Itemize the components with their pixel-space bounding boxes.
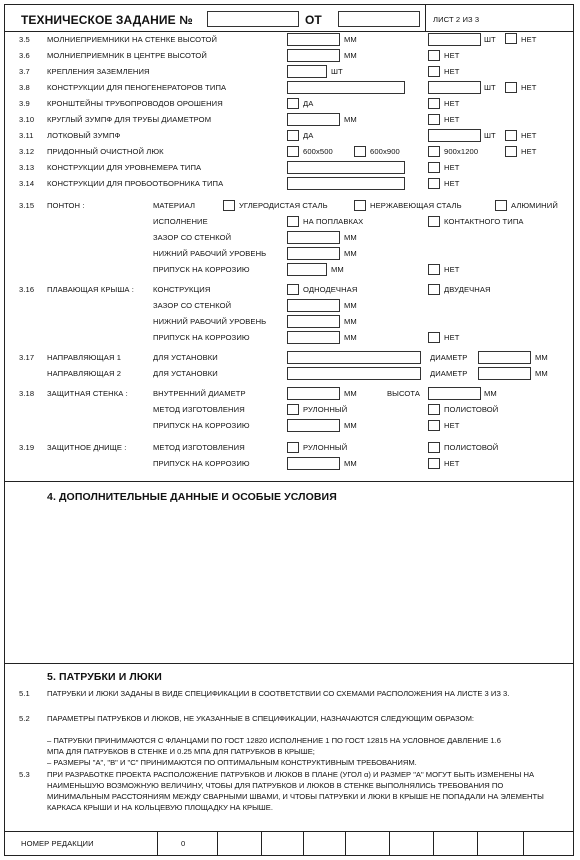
- footer-cell-divider: [345, 831, 346, 855]
- lightning-center-height-input[interactable]: [287, 49, 340, 62]
- additional-conditions-area[interactable]: [7, 509, 571, 659]
- option-label: НЕТ: [521, 147, 537, 156]
- field-label: ПРИПУСК НА КОРРОЗИЮ: [153, 421, 250, 430]
- unit-label: ММ: [344, 51, 357, 60]
- guide1-install-input[interactable]: [287, 351, 421, 364]
- field-label: ПРИПУСК НА КОРРОЗИЮ: [153, 265, 250, 274]
- guide2-diameter-input[interactable]: [478, 367, 531, 380]
- row-label: ЗАЩИТНАЯ СТЕНКА :: [47, 389, 128, 398]
- option-label: КОНТАКТНОГО ТИПА: [444, 217, 524, 226]
- lightning-wall-count-input[interactable]: [428, 33, 481, 46]
- field-label: ПРИПУСК НА КОРРОЗИЮ: [153, 459, 250, 468]
- lightning-center-no-checkbox[interactable]: [428, 50, 440, 61]
- roof-single-deck-checkbox[interactable]: [287, 284, 299, 295]
- tray-sump-count-input[interactable]: [428, 129, 481, 142]
- row-num: 3.5: [19, 35, 30, 44]
- foam-generator-no-checkbox[interactable]: [505, 82, 517, 93]
- option-label: ДВУДЕЧНАЯ: [444, 285, 491, 294]
- tray-sump-yes-checkbox[interactable]: [287, 130, 299, 141]
- option-label: НЕТ: [444, 265, 460, 274]
- roof-low-level-input[interactable]: [287, 315, 340, 328]
- option-label: НЕТ: [521, 131, 537, 140]
- option-label: ОДНОДЕЧНАЯ: [303, 285, 358, 294]
- field-label: ВНУТРЕННИЙ ДИАМЕТР: [153, 389, 246, 398]
- lightning-wall-no-checkbox[interactable]: [505, 33, 517, 44]
- unit-label: ММ: [344, 249, 357, 258]
- row-label: НАПРАВЛЯЮЩАЯ 1: [47, 353, 122, 362]
- level-gauge-no-checkbox[interactable]: [428, 162, 440, 173]
- hatch-no-checkbox[interactable]: [505, 146, 517, 157]
- field-label: НИЖНИЙ РАБОЧИЙ УРОВЕНЬ: [153, 317, 267, 326]
- unit-label: ММ: [344, 35, 357, 44]
- row-num: 3.10: [19, 115, 35, 124]
- shield-bottom-rolled-checkbox[interactable]: [287, 442, 299, 453]
- option-label: НЕТ: [444, 179, 460, 188]
- row-label: КРОНШТЕЙНЫ ТРУБОПРОВОДОВ ОРОШЕНИЯ: [47, 99, 223, 108]
- hatch-900x1200-checkbox[interactable]: [428, 146, 440, 157]
- unit-label: ШТ: [484, 35, 496, 44]
- unit-label: ШТ: [331, 67, 343, 76]
- round-sump-no-checkbox[interactable]: [428, 114, 440, 125]
- row-label: МОЛНИЕПРИЕМНИКИ НА СТЕНКЕ ВЫСОТОЙ: [47, 35, 218, 44]
- option-label: НЕТ: [444, 67, 460, 76]
- header-divider: [425, 5, 426, 31]
- row-num: 3.6: [19, 51, 30, 60]
- spec-sheet: [4, 4, 574, 856]
- para-5-2-a: – ПАТРУБКИ ПРИНИМАЮТСЯ С ФЛАНЦАМИ ПО ГОСТ 12820 ИСПОЛНЕНИЕ 1 ПО ГОСТ 12815 НА УСЛОВНОЕ ДАВЛЕНИЕ 1.6 МПА ДЛЯ ПАТРУБКОВ В СТЕНКЕ И 0.25 МПА ДЛЯ ПАТРУБКОВ В КРЫШЕ;: [47, 736, 501, 756]
- unit-label: ММ: [344, 233, 357, 242]
- para-num: 5.3: [19, 770, 30, 779]
- shield-wall-diameter-input[interactable]: [287, 387, 340, 400]
- footer-cell-divider: [303, 831, 304, 855]
- ponton-floats-checkbox[interactable]: [287, 216, 299, 227]
- row-num: 3.13: [19, 163, 35, 172]
- row-num: 3.17: [19, 353, 35, 362]
- option-label: ПОЛИСТОВОЙ: [444, 405, 499, 414]
- doc-date-field[interactable]: [338, 11, 420, 27]
- option-label: 900х1200: [444, 147, 479, 156]
- unit-label: ШТ: [484, 131, 496, 140]
- header-rule: [5, 31, 573, 32]
- unit-label: ММ: [344, 317, 357, 326]
- row-num: 3.18: [19, 389, 35, 398]
- para-5-2: ПАРАМЕТРЫ ПАТРУБКОВ И ЛЮКОВ, НЕ УКАЗАННЫЕ В СПЕЦИФИКАЦИИ, НАЗНАЧАЮТСЯ СЛЕДУЮЩИМ ОБРАЗОМ:: [47, 714, 475, 723]
- option-label: НЕТ: [521, 83, 537, 92]
- option-label: АЛЮМИНИЙ: [511, 201, 558, 210]
- para-5-2-b: – РАЗМЕРЫ "А", "В" И "С" ПРИНИМАЮТСЯ ПО ОПТИМАЛЬНЫМ КОНСТРУКТИВНЫМ ТРЕБОВАНИЯМ.: [47, 758, 417, 767]
- grounding-no-checkbox[interactable]: [428, 66, 440, 77]
- row-num: 3.12: [19, 147, 35, 156]
- date-label: ОТ: [305, 13, 322, 27]
- unit-label: ММ: [535, 353, 548, 362]
- option-label: ДА: [303, 131, 314, 140]
- option-label: НЕТ: [521, 35, 537, 44]
- row-label: КОНСТРУКЦИИ ДЛЯ ПРОБООТБОРНИКА ТИПА: [47, 179, 224, 188]
- doc-number-field[interactable]: [207, 11, 299, 27]
- row-num: 3.7: [19, 67, 30, 76]
- ponton-stainless-checkbox[interactable]: [354, 200, 366, 211]
- sampler-type-input[interactable]: [287, 177, 405, 190]
- sheet-title: ТЕХНИЧЕСКОЕ ЗАДАНИЕ №: [21, 13, 193, 27]
- tray-sump-no-checkbox[interactable]: [505, 130, 517, 141]
- field-label: КОНСТРУКЦИЯ: [153, 285, 211, 294]
- field-label: ЗАЗОР СО СТЕНКОЙ: [153, 233, 232, 242]
- field-label: ДИАМЕТР: [430, 353, 468, 362]
- ponton-corrosion-input[interactable]: [287, 263, 327, 276]
- row-label: ПРИДОННЫЙ ОЧИСТНОЙ ЛЮК: [47, 147, 164, 156]
- row-num: 3.15: [19, 201, 35, 210]
- level-gauge-type-input[interactable]: [287, 161, 405, 174]
- section4-title: 4. ДОПОЛНИТЕЛЬНЫЕ ДАННЫЕ И ОСОБЫЕ УСЛОВИЯ: [47, 491, 337, 503]
- ponton-contact-checkbox[interactable]: [428, 216, 440, 227]
- shield-bottom-sheet-checkbox[interactable]: [428, 442, 440, 453]
- section5-title: 5. ПАТРУБКИ И ЛЮКИ: [47, 671, 162, 683]
- shield-bottom-corrosion-no-checkbox[interactable]: [428, 458, 440, 469]
- irrigation-yes-checkbox[interactable]: [287, 98, 299, 109]
- option-label: НЕТ: [444, 99, 460, 108]
- footer-cell-divider: [261, 831, 262, 855]
- unit-label: ММ: [331, 265, 344, 274]
- footer-cell-divider: [389, 831, 390, 855]
- row-num: 3.16: [19, 285, 35, 294]
- option-label: НА ПОПЛАВКАХ: [303, 217, 364, 226]
- field-label: ВЫСОТА: [387, 389, 421, 398]
- option-label: 600х500: [303, 147, 333, 156]
- ponton-gap-input[interactable]: [287, 231, 340, 244]
- footer-cell-divider: [157, 831, 158, 855]
- section4-rule: [5, 481, 573, 482]
- shield-bottom-corrosion-input[interactable]: [287, 457, 340, 470]
- row-label: ЛОТКОВЫЙ ЗУМПФ: [47, 131, 121, 140]
- ponton-corrosion-no-checkbox[interactable]: [428, 264, 440, 275]
- row-label: ПОНТОН :: [47, 201, 85, 210]
- row-label: КРУГЛЫЙ ЗУМПФ ДЛЯ ТРУБЫ ДИАМЕТРОМ: [47, 115, 212, 124]
- guide2-install-input[interactable]: [287, 367, 421, 380]
- row-label: КОНСТРУКЦИИ ДЛЯ ПЕНОГЕНЕРАТОРОВ ТИПА: [47, 83, 227, 92]
- shield-wall-corrosion-input[interactable]: [287, 419, 340, 432]
- unit-label: ММ: [344, 333, 357, 342]
- option-label: НЕТ: [444, 459, 460, 468]
- unit-label: ШТ: [484, 83, 496, 92]
- field-label: ЗАЗОР СО СТЕНКОЙ: [153, 301, 232, 310]
- guide1-diameter-input[interactable]: [478, 351, 531, 364]
- para-num: 5.2: [19, 714, 30, 723]
- ponton-low-level-input[interactable]: [287, 247, 340, 260]
- shield-wall-corrosion-no-checkbox[interactable]: [428, 420, 440, 431]
- option-label: УГЛЕРОДИСТАЯ СТАЛЬ: [239, 201, 328, 210]
- shield-wall-sheet-checkbox[interactable]: [428, 404, 440, 415]
- unit-label: ММ: [344, 389, 357, 398]
- ponton-carbon-steel-checkbox[interactable]: [223, 200, 235, 211]
- row-num: 3.9: [19, 99, 30, 108]
- revision-value: 0: [181, 839, 186, 848]
- field-label: ПРИПУСК НА КОРРОЗИЮ: [153, 333, 250, 342]
- unit-label: ММ: [344, 115, 357, 124]
- revision-label: НОМЕР РЕДАКЦИИ: [21, 839, 94, 848]
- option-label: ПОЛИСТОВОЙ: [444, 443, 499, 452]
- field-label: МЕТОД ИЗГОТОВЛЕНИЯ: [153, 405, 245, 414]
- row-label: МОЛНИЕПРИЕМНИК В ЦЕНТРЕ ВЫСОТОЙ: [47, 51, 207, 60]
- foam-generator-type-input[interactable]: [287, 81, 405, 94]
- irrigation-no-checkbox[interactable]: [428, 98, 440, 109]
- footer-cell-divider: [217, 831, 218, 855]
- unit-label: ММ: [344, 301, 357, 310]
- row-num: 3.11: [19, 131, 34, 140]
- option-label: НЕРЖАВЕЮЩАЯ СТАЛЬ: [370, 201, 462, 210]
- lightning-wall-height-input[interactable]: [287, 33, 340, 46]
- row-label: ЗАЩИТНОЕ ДНИЩЕ :: [47, 443, 127, 452]
- shield-wall-rolled-checkbox[interactable]: [287, 404, 299, 415]
- option-label: НЕТ: [444, 51, 460, 60]
- unit-label: ММ: [344, 459, 357, 468]
- unit-label: ММ: [344, 421, 357, 430]
- footer-cell-divider: [477, 831, 478, 855]
- row-label: НАПРАВЛЯЮЩАЯ 2: [47, 369, 122, 378]
- roof-gap-input[interactable]: [287, 299, 340, 312]
- unit-label: ММ: [484, 389, 497, 398]
- field-label: ИСПОЛНЕНИЕ: [153, 217, 208, 226]
- row-label: ПЛАВАЮЩАЯ КРЫША :: [47, 285, 134, 294]
- option-label: НЕТ: [444, 115, 460, 124]
- option-label: ДА: [303, 99, 314, 108]
- field-label: МАТЕРИАЛ: [153, 201, 196, 210]
- option-label: РУЛОННЫЙ: [303, 405, 348, 414]
- option-label: РУЛОННЫЙ: [303, 443, 348, 452]
- option-label: НЕТ: [444, 421, 460, 430]
- field-label: НИЖНИЙ РАБОЧИЙ УРОВЕНЬ: [153, 249, 267, 258]
- option-label: НЕТ: [444, 333, 460, 342]
- field-label: ДИАМЕТР: [430, 369, 468, 378]
- hatch-600x500-checkbox[interactable]: [287, 146, 299, 157]
- round-sump-diameter-input[interactable]: [287, 113, 340, 126]
- foam-generator-count-input[interactable]: [428, 81, 481, 94]
- row-label: КРЕПЛЕНИЯ ЗАЗЕМЛЕНИЯ: [47, 67, 150, 76]
- para-5-3: ПРИ РАЗРАБОТКЕ ПРОЕКТА РАСПОЛОЖЕНИЕ ПАТРУБКОВ И ЛЮКОВ В ПЛАНЕ (УГОЛ α) И РАЗМЕР "А" МОГУТ БЫТЬ ИЗМЕНЕНЫ НА НАИМЕНЬШУЮ ВОЗМОЖНУЮ ВЕЛИЧИНУ, ЧТОБЫ ДЛЯ ПАТРУБКОВ И ЛЮКОВ В СТЕНКЕ ВЫПОЛНЯЛИСЬ ТРЕБОВАНИЯ ПО МИНИМАЛЬНЫМ РАССТОЯНИЯМ МЕЖДУ СВАРНЫМИ ШВАМИ, И ЧТОБЫ ПАТРУБКИ И ЛЮКИ В КРЫШЕ НЕ ПОПАДАЛИ НА ЭЛЕМЕНТЫ КАРКАСА КРЫШИ И НА КОЛЬЦЕВУЮ ПЛОЩАДКУ НА КРЫШЕ.: [47, 770, 544, 812]
- roof-corrosion-input[interactable]: [287, 331, 340, 344]
- grounding-count-input[interactable]: [287, 65, 327, 78]
- para-num: 5.1: [19, 689, 30, 698]
- roof-corrosion-no-checkbox[interactable]: [428, 332, 440, 343]
- row-num: 3.8: [19, 83, 30, 92]
- shield-wall-height-input[interactable]: [428, 387, 481, 400]
- sheet-number: ЛИСТ 2 ИЗ 3: [433, 15, 480, 24]
- unit-label: ММ: [535, 369, 548, 378]
- footer-cell-divider: [523, 831, 524, 855]
- field-label: ДЛЯ УСТАНОВКИ: [153, 369, 218, 378]
- row-label: КОНСТРУКЦИИ ДЛЯ УРОВНЕМЕРА ТИПА: [47, 163, 202, 172]
- para-5-1: ПАТРУБКИ И ЛЮКИ ЗАДАНЫ В ВИДЕ СПЕЦИФИКАЦИИ В СООТВЕТСТВИИ СО СХЕМАМИ РАСПОЛОЖЕНИЯ НА ЛИСТЕ 3 ИЗ 3.: [47, 689, 510, 698]
- field-label: ДЛЯ УСТАНОВКИ: [153, 353, 218, 362]
- option-label: 600х900: [370, 147, 400, 156]
- footer-rule: [5, 831, 573, 832]
- ponton-aluminium-checkbox[interactable]: [495, 200, 507, 211]
- row-num: 3.14: [19, 179, 35, 188]
- section5-rule: [5, 663, 573, 664]
- row-num: 3.19: [19, 443, 35, 452]
- hatch-600x900-checkbox[interactable]: [354, 146, 366, 157]
- roof-double-deck-checkbox[interactable]: [428, 284, 440, 295]
- footer-cell-divider: [433, 831, 434, 855]
- field-label: МЕТОД ИЗГОТОВЛЕНИЯ: [153, 443, 245, 452]
- sampler-no-checkbox[interactable]: [428, 178, 440, 189]
- option-label: НЕТ: [444, 163, 460, 172]
